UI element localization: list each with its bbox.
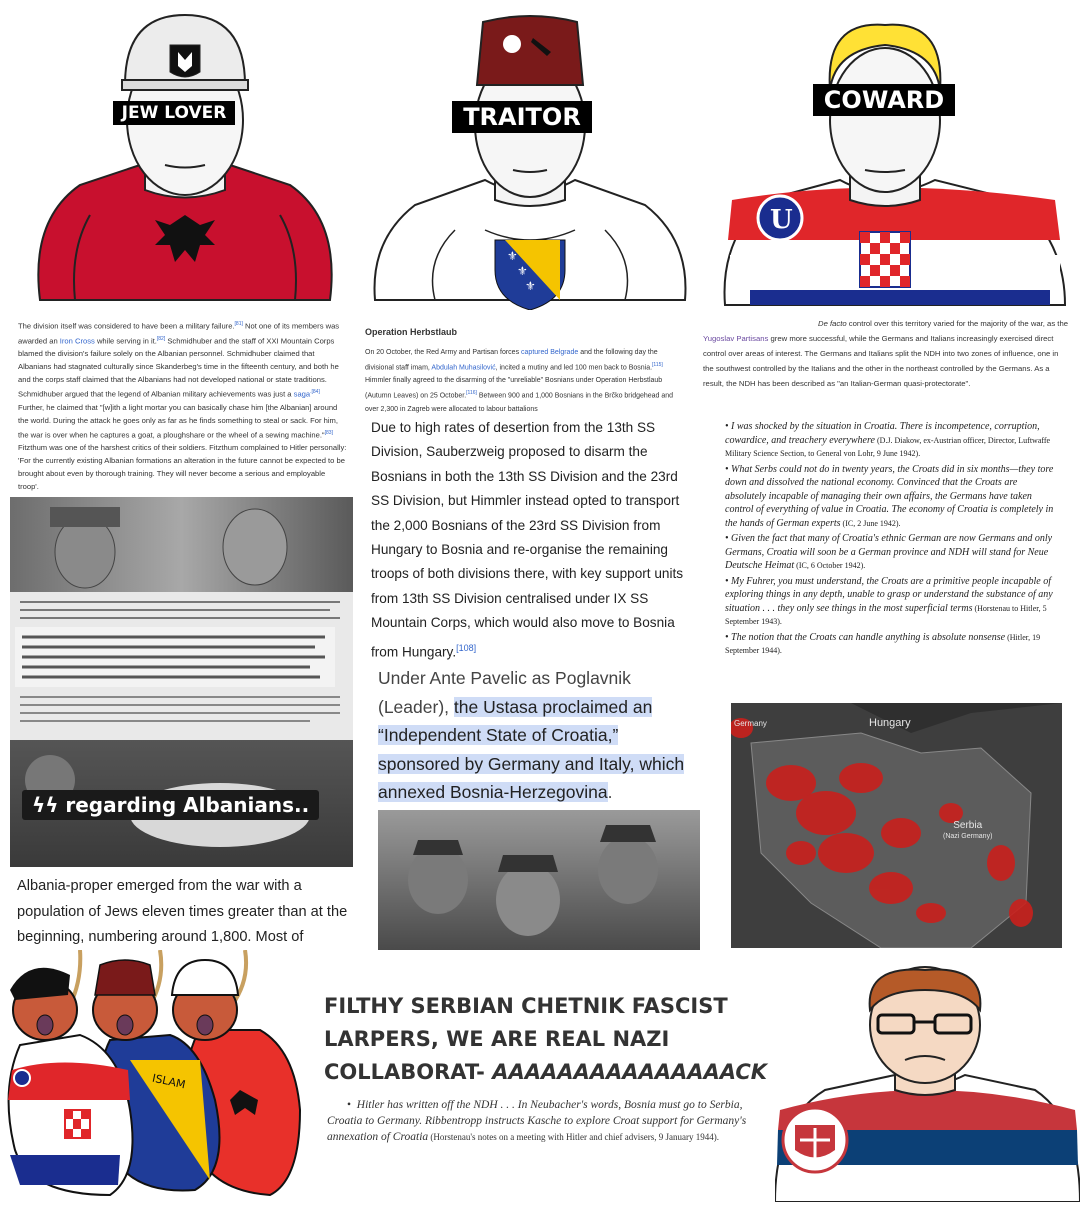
quote-item: • My Fuhrer, you must understand, the Croats are a primitive people incapable of exploring things in any depth, unable to grasp or understand the substance of any situation . . . they only see things in the most superficial terms (Horstenau to Hitler, 5 September 1943). (725, 575, 1053, 626)
quote-item: • The notion that the Croats can handle anything is absolute nonsense (Hitler, 19 September 1944). (725, 631, 1041, 655)
albanian-soldiers-photo (10, 497, 353, 592)
map-label-serbia: Serbia (Nazi Germany) (943, 820, 993, 840)
bosnian-wojak (365, 0, 695, 310)
label-jew-lover: JEW LOVER (113, 101, 235, 125)
albanian-division-article: The division itself was considered to have been a military failure.[81] Not one of its members was awarded an Iron Cross while serving in it.[82] Schmidhuber and the staff of XXI Mountain Corps blamed the division's failure solely on the Albanian personnel. Schmidhuber claimed that Albanians had stagnated culturally since Skanderbeg's time in the fifteenth century, and both he and the corps staff claimed that the Albanians had not developed national or state traditions. Schmidhuber argued that the legend of Albanian military achievements was just a saga$^{.[84]}$ Further, he claimed that "[w]ith a light mortar you can basically chase him [the Albanian] around the world. During the attack he goes only as far as he finds something to steal or sack. For him, the war is over when he captures a goat, a ploughshare or the wheel of a sewing machine."[83] Fitzthum was one of the harshest critics of their soldiers. Fitzthum complained to Hitler personally: 'For the currently existing Albanian formations an alteration in the future cannot be expected to be brought about even by thorough training. They will never become a serious and employable troop'. (18, 321, 347, 492)
label-traitor: TRAITOR (452, 101, 592, 133)
operation-herbstlaub-heading: Operation Herbstlaub (365, 327, 458, 337)
svg-text:U: U (770, 205, 793, 235)
quote-item: • What Serbs could not do in twenty years, the Croats did in six months—they tore down and dissolved the national economy. Convinced that the Croats are absolutely incapable of managing their own affairs, the Germans have taken control of everything of value in Croatia. The economy of Croatia is completely in the hands of German experts (IC, 2 June 1942). (725, 463, 1054, 529)
svg-text:⚜: ⚜ (525, 279, 536, 293)
albanian-wojak (20, 0, 350, 310)
ss-regarding-albanians-banner: ϟϟ regarding Albanians.. (22, 790, 319, 820)
ustasa-soldiers-photo (378, 810, 700, 950)
ante-pavelic-text: Under Ante Pavelic as Poglavnik (Leader), the Ustasa proclaimed an “Independent State of Croatia,” sponsored by Germany and Italy, which annexed Bosnia-Herzegovina. (378, 668, 685, 802)
serbian-wojak (775, 960, 1080, 1202)
croatia-quotes-list (725, 420, 1055, 660)
ndh-control-text: De facto control over this territory varied for the majority of the war, as the Yugoslav Partisans grew more successful, while the Germans and Italians increasingly exercised direct control over areas of interest. The Germans and Italians split the NDH into two zones of influence, one in the southwest controlled by the Italians and the other in the northeast controlled by the Germans. As a result, the NDH has been described as "an Italian-German quasi-protectorate". (703, 319, 1068, 388)
link-abdulah[interactable]: Abdulah Muhasilović (431, 364, 496, 372)
ndh-map (731, 703, 1062, 948)
svg-text:⚜: ⚜ (517, 264, 528, 278)
link-captured-belgrade[interactable]: captured Belgrade (521, 349, 579, 356)
croatian-wojak (720, 0, 1070, 310)
quote-item: • I was shocked by the situation in Croatia. There is incompetence, corruption, cowardice, and treachery everywhere (D.J. Diakow, ex-Austrian officer, Director, Luftwaffe Military Science Section, to General von Lohr, 9 June 1942). (725, 421, 1051, 458)
highlighted-text: the Ustasa proclaimed an “Independent State of Croatia,” sponsored by Germany and Italy, which annexed Bosnia-Herzegovina (378, 696, 685, 802)
herbstlaub-text: On 20 October, the Red Army and Partisan forces captured Belgrade and the following day the divisional staff imam, Abdulah Muhasilović, incited a mutiny and led 100 men back to Bosnia.[115] Himmler finally agreed to the disarming of the "unreliable" Bosnians under Operation Herbstlaub (Autumn Leaves) on 25 October.[116] Between 900 and 1,000 Bosnians in the Brčko bridgehead and over 2,300 in Zagreb were allocated to labour battalions (365, 349, 674, 413)
link-yugoslav-partisans[interactable]: Yugoslav Partisans (703, 334, 769, 343)
quote-item: • Given the fact that many of Croatia's ethnic German are now Germans and only Germans, Croatia will soon be a German province and NDH will stand for Neue Deutsche Heimat (IC, 6 October 1942). (725, 533, 1053, 571)
link-saga[interactable]: saga (293, 389, 311, 399)
german-document-scan (10, 592, 353, 740)
map-label-germany: Germany (734, 719, 767, 728)
svg-text:⚜: ⚜ (507, 249, 518, 263)
map-label-hungary: Hungary (869, 717, 911, 729)
albania-jews-text: Albania-proper emerged from the war with a population of Jews eleven times greater than at the beginning, numbering around 1,800. Most of (17, 878, 348, 945)
hitler-ndh-quote: • Hitler has written off the NDH . . . In Neubacher's words, Bosnia must go to Serbia, Croatia to Germany. Ribbentropp instructs Kasche to explore Croat support for Germany's annexation of Croatia (Horstenau's notes on a meeting with Hitler and chief advisers, 9 January 1944). (327, 1099, 747, 1143)
link-iron-cross[interactable]: Iron Cross (59, 336, 95, 346)
islam-label: ISLAM (151, 1071, 187, 1092)
chetnik-headline: FILTHY SERBIAN CHETNIK FASCIST LARPERS, WE ARE REAL NAZI COLLABORAT- AAAAAAAAAAAAAAACK (324, 994, 768, 1084)
label-coward: COWARD (813, 84, 955, 116)
sauberzweig-text: Due to high rates of desertion from the 13th SS Division, Sauberzweig proposed to disarm the Bosnians in both the 13th SS Division and the 23rd SS Division, but Himmler instead opted to transport the 2,000 Bosnians of the 23rd SS Division from Hungary to Bosnia and re-organise the remaining troops of both divisions there, with key support units from 13th SS Division centralised under IX SS Mountain Corps, which would also move to Bosnia from Hungary.[108] (371, 420, 684, 660)
hanging-wojaks (0, 950, 310, 1202)
